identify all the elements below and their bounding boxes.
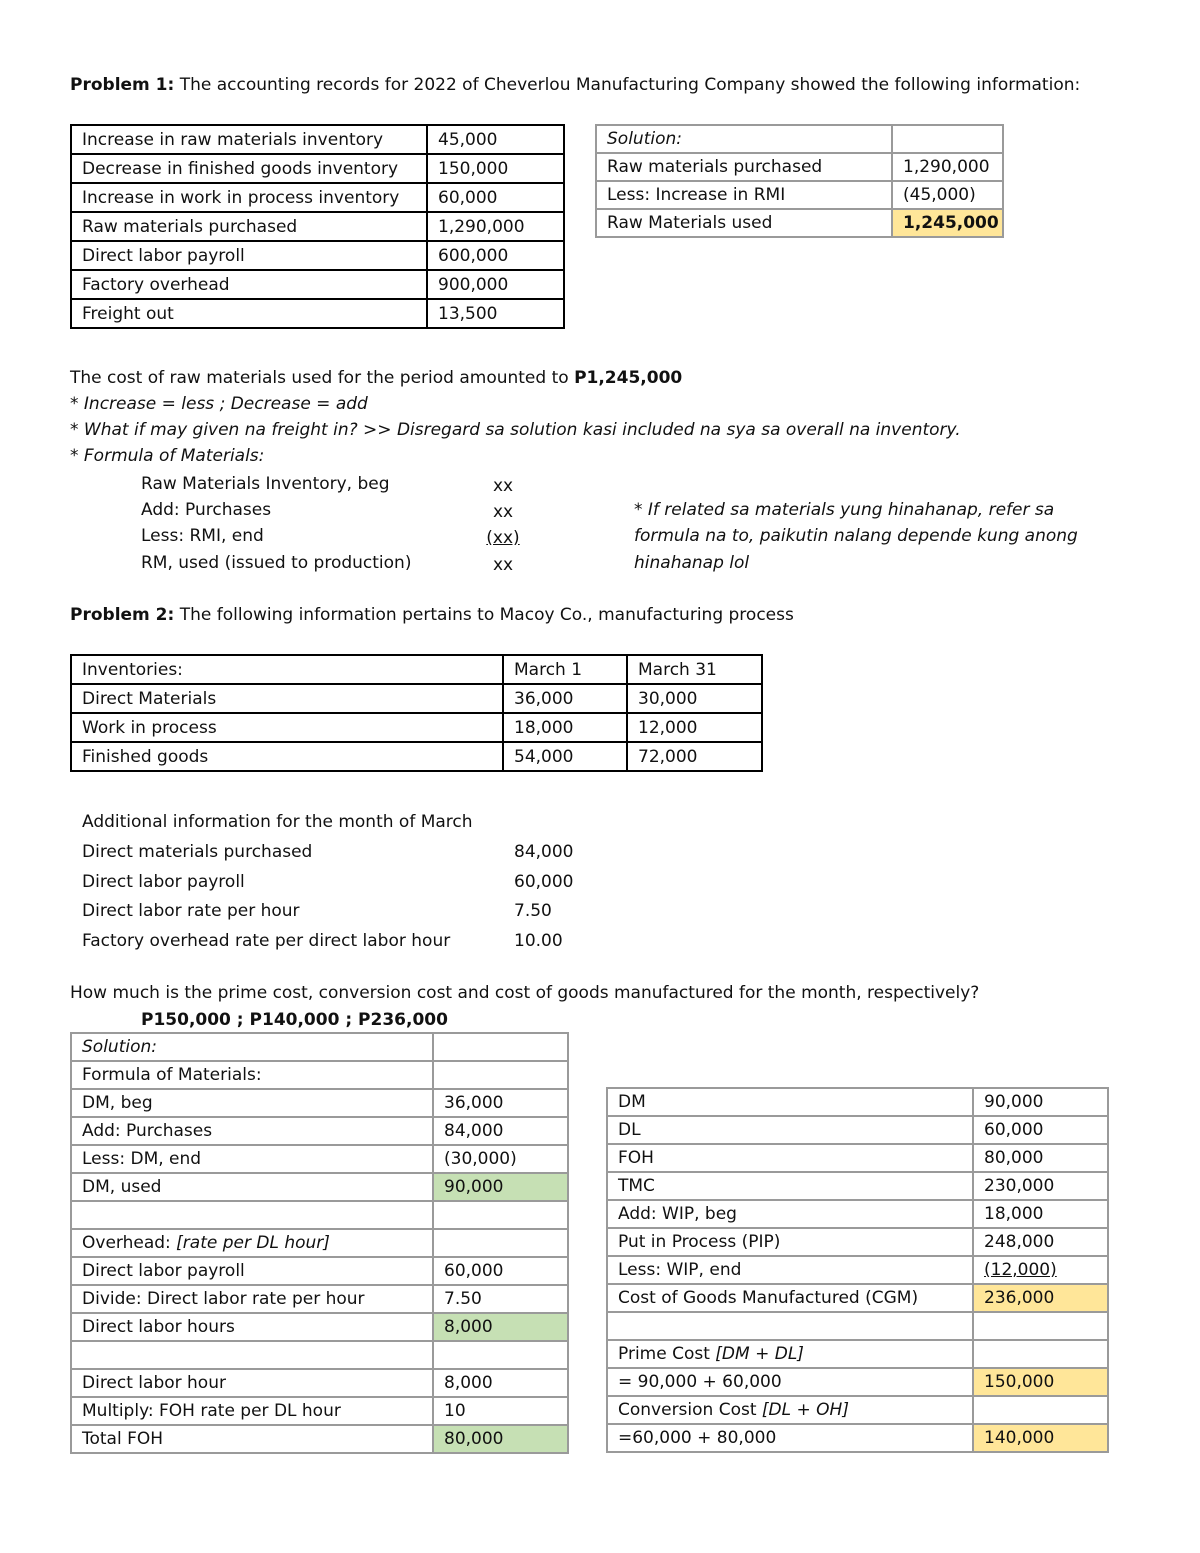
side-note-line: hinahanap lol	[634, 553, 750, 573]
table-row: Less: WIP, end (12,000)	[607, 1256, 1108, 1284]
additional-info-title: Additional information for the month of March	[82, 812, 473, 832]
side-note-line: * If related sa materials yung hinahanap, refer sa	[634, 500, 1055, 520]
table-row: Direct labor payroll 600,000	[71, 241, 564, 270]
additional-value: 60,000	[514, 872, 574, 892]
table-row: Increase in raw materials inventory 45,000	[71, 125, 564, 154]
table-row: Direct labor hour 8,000	[71, 1369, 568, 1397]
table-header-row: Inventories: March 1 March 31	[71, 655, 762, 684]
formula-value: xx	[492, 476, 514, 496]
side-note-line: formula na to, paikutin nalang depende kung anong	[634, 526, 1078, 546]
table-row: Divide: Direct labor rate per hour 7.50	[71, 1285, 568, 1313]
problem2-heading	[70, 604, 794, 626]
table-row: Direct Materials 36,000 30,000	[71, 684, 762, 713]
table-row: Formula of Materials:	[71, 1061, 568, 1089]
prime-cost-value: 150,000	[973, 1368, 1108, 1396]
table-row: FOH 80,000	[607, 1144, 1108, 1172]
table-row: Conversion Cost [DL + OH]	[607, 1396, 1108, 1424]
additional-label: Direct labor rate per hour	[82, 901, 300, 921]
additional-value: 7.50	[514, 901, 552, 921]
table-row: Solution:	[596, 125, 1003, 153]
additional-value: 84,000	[514, 842, 574, 862]
problem2-left-solution-table	[70, 1032, 569, 1454]
table-row: Raw materials purchased 1,290,000	[71, 212, 564, 241]
formula-label: Less: RMI, end	[141, 526, 264, 546]
problem2-question: How much is the prime cost, conversion cost and cost of goods manufactured for the month, respectively?	[70, 983, 980, 1003]
table-row: Increase in work in process inventory 60,000	[71, 183, 564, 212]
problem1-statement: The accounting records for 2022 of Cheverlou Manufacturing Company showed the following information:	[179, 75, 1081, 95]
table-row: Direct labor hours 8,000	[71, 1313, 568, 1341]
table-row: TMC 230,000	[607, 1172, 1108, 1200]
problem1-note-2: * What if may given na freight in? >> Disregard sa solution kasi included na sya sa overall na inventory.	[70, 420, 961, 440]
table-row	[71, 1201, 568, 1229]
table-row: Decrease in finished goods inventory 150,000	[71, 154, 564, 183]
table-row	[71, 1341, 568, 1369]
table-row: = 90,000 + 60,000 150,000	[607, 1368, 1108, 1396]
problem1-data-table	[70, 124, 565, 329]
table-row: DM 90,000	[607, 1088, 1108, 1116]
conversion-cost-value: 140,000	[973, 1424, 1108, 1452]
table-row: Multiply: FOH rate per DL hour 10	[71, 1397, 568, 1425]
formula-label: Add: Purchases	[141, 500, 272, 520]
problem2-answer: P150,000 ; P140,000 ; P236,000	[141, 1010, 448, 1030]
table-row	[607, 1312, 1108, 1340]
table-row: DM, used 90,000	[71, 1173, 568, 1201]
problem2-statement: The following information pertains to Macoy Co., manufacturing process	[179, 605, 794, 625]
table-row: Add: Purchases 84,000	[71, 1117, 568, 1145]
table-row: Raw materials purchased 1,290,000	[596, 153, 1003, 181]
dm-used-value: 90,000	[433, 1173, 568, 1201]
problem1-solution-table	[595, 124, 1004, 238]
table-row: Put in Process (PIP) 248,000	[607, 1228, 1108, 1256]
additional-value: 10.00	[514, 931, 563, 951]
table-row: Add: WIP, beg 18,000	[607, 1200, 1108, 1228]
problem2-right-solution-table	[606, 1087, 1109, 1453]
table-row: Cost of Goods Manufactured (CGM) 236,000	[607, 1284, 1108, 1312]
table-row: Less: DM, end (30,000)	[71, 1145, 568, 1173]
additional-label: Direct labor payroll	[82, 872, 245, 892]
table-row: Finished goods 54,000 72,000	[71, 742, 762, 771]
table-row: Freight out 13,500	[71, 299, 564, 328]
problem1-answer-value: P1,245,000	[574, 368, 683, 388]
additional-label: Direct materials purchased	[82, 842, 313, 862]
table-row: Raw Materials used 1,245,000	[596, 209, 1003, 237]
cgm-value: 236,000	[973, 1284, 1108, 1312]
inventory-table	[70, 654, 763, 772]
problem1-note-3: * Formula of Materials:	[70, 446, 265, 466]
table-row: DM, beg 36,000	[71, 1089, 568, 1117]
problem2-label: Problem 2:	[70, 605, 175, 625]
dl-hours-value: 8,000	[433, 1313, 568, 1341]
problem1-heading	[70, 74, 1080, 96]
table-row: Direct labor payroll 60,000	[71, 1257, 568, 1285]
table-row: =60,000 + 80,000 140,000	[607, 1424, 1108, 1452]
table-row: Work in process 18,000 12,000	[71, 713, 762, 742]
table-row: Solution:	[71, 1033, 568, 1061]
raw-materials-used-value: 1,245,000	[892, 209, 1003, 237]
table-row: Less: Increase in RMI (45,000)	[596, 181, 1003, 209]
formula-label: RM, used (issued to production)	[141, 553, 412, 573]
problem1-answer: The cost of raw materials used for the period amounted to P1,245,000	[70, 368, 683, 388]
table-row: Total FOH 80,000	[71, 1425, 568, 1453]
formula-label: Raw Materials Inventory, beg	[141, 474, 390, 494]
formula-value: xx	[492, 555, 514, 575]
formula-value: (xx)	[486, 528, 520, 548]
additional-label: Factory overhead rate per direct labor hour	[82, 931, 451, 951]
formula-value: xx	[492, 502, 514, 522]
table-row: Overhead: [rate per DL hour]	[71, 1229, 568, 1257]
problem1-label: Problem 1:	[70, 75, 175, 95]
table-row: Factory overhead 900,000	[71, 270, 564, 299]
table-row: DL 60,000	[607, 1116, 1108, 1144]
total-foh-value: 80,000	[433, 1425, 568, 1453]
table-row: Prime Cost [DM + DL]	[607, 1340, 1108, 1368]
problem1-note-1: * Increase = less ; Decrease = add	[70, 394, 368, 414]
